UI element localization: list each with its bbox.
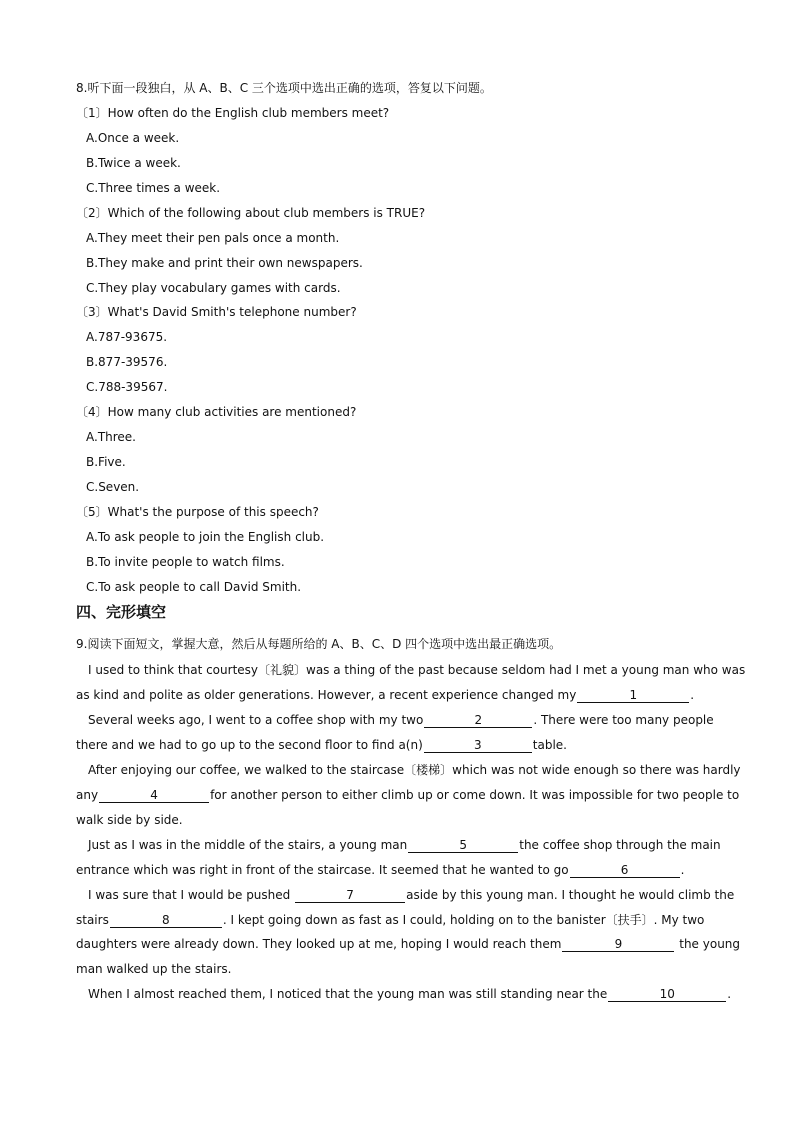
q8-instruction: 8.听下面一段独白，从 A、B、C 三个选项中选出正确的选项，答复以下问题。 bbox=[76, 81, 492, 95]
blank-10: 10 bbox=[608, 987, 726, 1002]
q8-3-option-b: B.877-39576. bbox=[86, 355, 168, 369]
blank-1: 1 bbox=[577, 688, 689, 703]
q8-1-option-c: C.Three times a week. bbox=[86, 181, 221, 195]
passage-text: any bbox=[76, 788, 99, 802]
passage-line bbox=[76, 787, 740, 803]
q8-4-question: 〔4〕How many club activities are mentioned? bbox=[76, 405, 357, 419]
passage-text: aside by this young man. I thought he would climb the bbox=[406, 888, 735, 902]
passage-line bbox=[88, 986, 734, 1002]
passage-line bbox=[88, 887, 734, 903]
q8-3-option-c: C.788-39567. bbox=[86, 380, 168, 394]
passage-text: entrance which was right in front of the staircase. It seemed that he wanted to go bbox=[76, 863, 569, 877]
q8-2-option-c: C.They play vocabulary games with cards. bbox=[86, 281, 341, 295]
passage-text: . bbox=[727, 987, 732, 1001]
passage-line bbox=[88, 712, 734, 728]
blank-9: 9 bbox=[562, 937, 674, 952]
q8-5-option-b: B.To invite people to watch films. bbox=[86, 555, 285, 569]
passage-line bbox=[76, 737, 722, 753]
passage-line bbox=[76, 912, 722, 928]
q8-2-question: 〔2〕Which of the following about club members is TRUE? bbox=[76, 206, 426, 220]
passage-text: . There were too many people bbox=[533, 713, 714, 727]
passage-line: man walked up the stairs. bbox=[76, 962, 232, 976]
q8-3-question: 〔3〕What's David Smith's telephone number? bbox=[76, 305, 357, 319]
blank-2: 2 bbox=[424, 713, 532, 728]
passage-text: When I almost reached them, I noticed that the young man was still standing near the bbox=[88, 987, 608, 1001]
passage-line: After enjoying our coffee, we walked to the staircase〔楼梯〕which was not wide enough so there was hardly bbox=[88, 763, 741, 777]
q8-5-question: 〔5〕What's the purpose of this speech? bbox=[76, 505, 319, 519]
blank-4: 4 bbox=[99, 788, 209, 803]
q8-1-option-b: B.Twice a week. bbox=[86, 156, 181, 170]
passage-text: . bbox=[680, 863, 685, 877]
passage-text: Just as I was in the middle of the stairs, a young man bbox=[88, 838, 408, 852]
passage-text: daughters were already down. They looked up at me, hoping I would reach them bbox=[76, 937, 562, 951]
blank-8: 8 bbox=[110, 913, 222, 928]
passage-text: for another person to either climb up or come down. It was impossible for two people to bbox=[210, 788, 740, 802]
passage-line bbox=[76, 687, 722, 703]
q8-3-option-a: A.787-93675. bbox=[86, 330, 168, 344]
q8-5-option-a: A.To ask people to join the English club. bbox=[86, 530, 325, 544]
blank-6: 6 bbox=[570, 863, 680, 878]
passage-line: walk side by side. bbox=[76, 813, 183, 827]
q8-4-option-c: C.Seven. bbox=[86, 480, 140, 494]
passage-text: . bbox=[690, 688, 695, 702]
q8-4-option-a: A.Three. bbox=[86, 430, 136, 444]
blank-7: 7 bbox=[295, 888, 405, 903]
passage-line: I used to think that courtesy〔礼貌〕was a thing of the past because seldom had I met a young man who was bbox=[88, 663, 746, 677]
q8-1-option-a: A.Once a week. bbox=[86, 131, 180, 145]
passage-line bbox=[76, 862, 722, 878]
q9-instruction: 9.阅读下面短文，掌握大意，然后从每题所给的 A、B、C、D 四个选项中选出最正确选项。 bbox=[76, 637, 562, 651]
passage-text: . I kept going down as fast as I could, holding on to the banister〔扶手〕. My two bbox=[222, 913, 705, 927]
passage-text: as kind and polite as older generations. However, a recent experience changed my bbox=[76, 688, 577, 702]
passage-text: I was sure that I would be pushed bbox=[88, 888, 295, 902]
q8-2-option-a: A.They meet their pen pals once a month. bbox=[86, 231, 340, 245]
q8-2-option-b: B.They make and print their own newspapers. bbox=[86, 256, 363, 270]
passage-line bbox=[76, 936, 741, 952]
passage-line bbox=[88, 837, 734, 853]
q8-4-option-b: B.Five. bbox=[86, 455, 126, 469]
passage-text: the coffee shop through the main bbox=[519, 838, 721, 852]
blank-3: 3 bbox=[424, 738, 532, 753]
passage-text: Several weeks ago, I went to a coffee shop with my two bbox=[88, 713, 424, 727]
passage-text: table. bbox=[532, 738, 567, 752]
section-heading: 四、完形填空 bbox=[76, 603, 167, 621]
q8-5-option-c: C.To ask people to call David Smith. bbox=[86, 580, 302, 594]
passage-text: the young bbox=[675, 937, 741, 951]
blank-5: 5 bbox=[408, 838, 518, 853]
passage-text: there and we had to go up to the second floor to find a(n) bbox=[76, 738, 423, 752]
q8-1-question: 〔1〕How often do the English club members meet? bbox=[76, 106, 390, 120]
passage-text: stairs bbox=[76, 913, 109, 927]
